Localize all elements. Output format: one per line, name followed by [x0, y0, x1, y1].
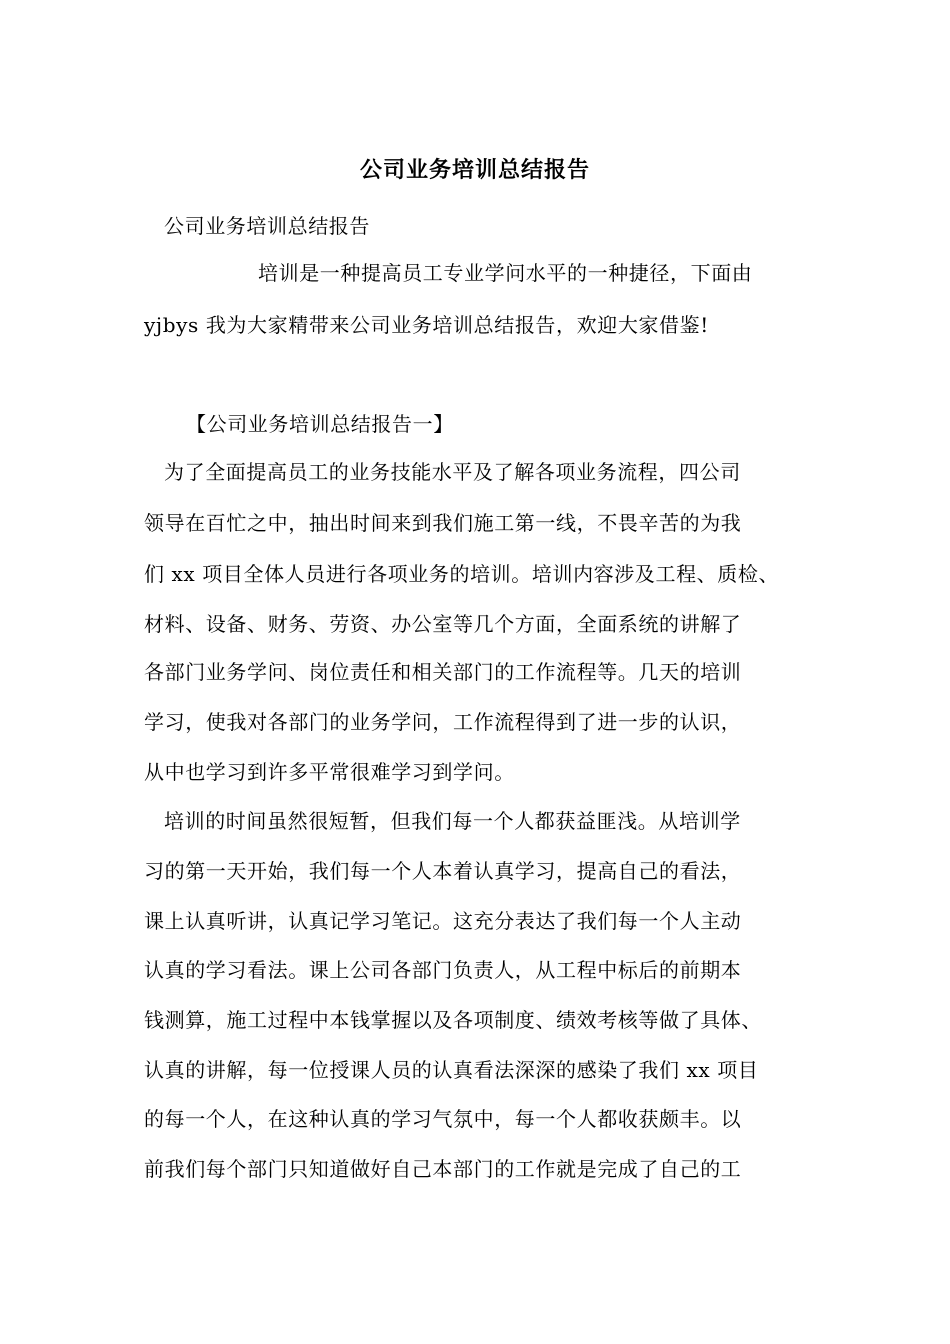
intro-line-1: 培训是一种提高员工专业学问水平的一种捷径，下面由: [258, 261, 753, 285]
paragraph2-line-7: 的每一个人，在这种认真的学习气氛中，每一个人都收获颇丰。以: [144, 1107, 742, 1131]
paragraph2-line-1: 培训的时间虽然很短暂，但我们每一个人都获益匪浅。从培训学: [164, 809, 741, 833]
paragraph2-line-2: 习的第一天开始，我们每一个人本着认真学习，提高自己的看法，: [144, 859, 742, 883]
paragraph1-line-6: 学习，使我对各部门的业务学问，工作流程得到了进一步的认识，: [144, 710, 742, 734]
intro-line-2: yjbys 我为大家精带来公司业务培训总结报告，欢迎大家借鉴!: [144, 313, 709, 337]
paragraph1-line-1: 为了全面提高员工的业务技能水平及了解各项业务流程，四公司: [164, 460, 741, 484]
document-subtitle: 公司业务培训总结报告: [164, 214, 370, 238]
paragraph1-line-4: 材料、设备、财务、劳资、办公室等几个方面，全面系统的讲解了: [144, 612, 742, 636]
paragraph2-line-4: 认真的学习看法。课上公司各部门负责人，从工程中标后的前期本: [144, 958, 742, 982]
paragraph1-line-3: 们 xx 项目全体人员进行各项业务的培训。培训内容涉及工程、质检、: [144, 562, 780, 586]
paragraph2-line-6: 认真的讲解，每一位授课人员的认真看法深深的感染了我们 xx 项目: [144, 1058, 759, 1082]
paragraph1-line-2: 领导在百忙之中，抽出时间来到我们施工第一线，不畏辛苦的为我: [144, 511, 742, 535]
section-heading: 【公司业务培训总结报告一】: [186, 412, 454, 436]
paragraph1-line-5: 各部门业务学问、岗位责任和相关部门的工作流程等。几天的培训: [144, 660, 742, 684]
paragraph2-line-5: 钱测算，施工过程中本钱掌握以及各项制度、绩效考核等做了具体、: [144, 1008, 762, 1032]
paragraph2-line-3: 课上认真听讲，认真记学习笔记。这充分表达了我们每一个人主动: [144, 909, 742, 933]
paragraph2-line-8: 前我们每个部门只知道做好自己本部门的工作就是完成了自己的工: [144, 1157, 742, 1181]
document-title: 公司业务培训总结报告: [359, 157, 590, 183]
paragraph1-line-7: 从中也学习到许多平常很难学习到学问。: [144, 760, 515, 784]
